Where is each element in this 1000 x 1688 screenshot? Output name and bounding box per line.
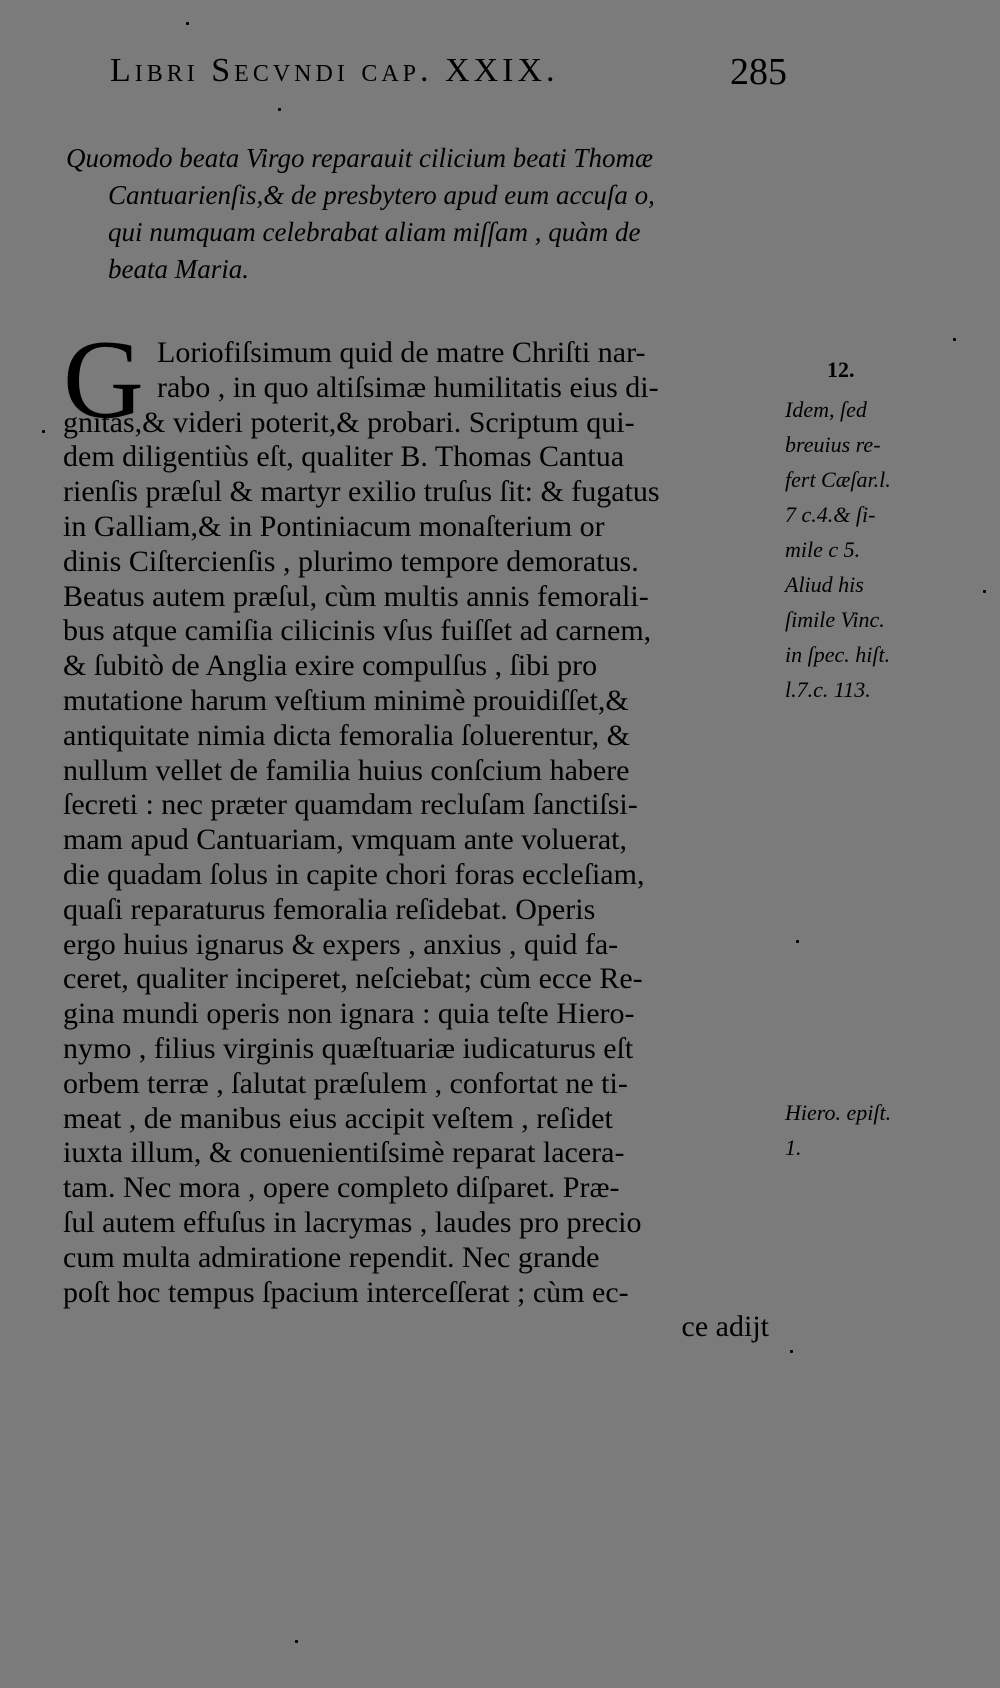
marginal-note-line: 7 c.4.& ſi- — [785, 502, 876, 527]
scan-speck — [796, 940, 799, 943]
body-line: antiquitate nimia dicta femoralia ſoluerentur, & — [63, 718, 630, 752]
body-line: dem diligentiùs eſt, qualiter B. Thomas Cantua — [63, 440, 625, 474]
body-line: ſecreti : nec præter quamdam recluſam ſanctiſsi- — [63, 788, 638, 822]
scan-speck — [983, 590, 986, 593]
marginal-note-line: fert Cæſar.l. — [785, 467, 891, 492]
body-line: cum multa admiratione rependit. Nec grande — [63, 1240, 600, 1274]
body-line: & ſubitò de Anglia exire compulſus , ſibi pro — [63, 649, 598, 683]
body-line: Beatus autem præſul, cùm multis annis femorali- — [63, 579, 649, 613]
body-line: meat , de manibus eius accipit veſtem , reſidet — [63, 1101, 613, 1135]
marginal-note-line: in ſpec. hiſt. — [785, 642, 891, 667]
body-line: mam apud Cantuariam, vmquam ante voluerat, — [63, 823, 627, 857]
body-line: iuxta illum, & conuenientiſsimè reparat lacera- — [63, 1136, 625, 1170]
body-line: die quadam ſolus in capite chori foras eccleſiam, — [63, 857, 645, 891]
chapter-heading — [66, 140, 796, 288]
marginal-note-line: l.7.c. 113. — [785, 677, 871, 702]
marginal-note-line: Aliud his — [785, 572, 864, 597]
chapter-heading-line: Quomodo beata Virgo reparauit cilicium beati Thomæ — [66, 143, 653, 173]
body-line: nullum vellet de familia huius conſcium habere — [63, 753, 630, 787]
body-line: ceret, qualiter inciperet, neſciebat; cùm ecce Re- — [63, 962, 643, 996]
body-line: poſt hoc tempus ſpacium interceſſerat ; cùm ec- — [63, 1275, 629, 1309]
body-line: Loriofiſsimum quid de matre Chriſti nar- — [157, 336, 646, 369]
body-line: in Galliam,& in Pontiniacum monaſterium or — [63, 509, 605, 543]
body-line: rienſis præſul & martyr exilio truſus ſit: & fugatus — [63, 475, 660, 509]
body-line: ſul autem effuſus in lacrymas , laudes pro precio — [63, 1205, 642, 1239]
running-title: Libri Secvndi cap. XXIX. — [110, 52, 559, 89]
body-line: gina mundi operis non ignara : quia teſte Hiero- — [63, 997, 635, 1031]
body-line: mutatione harum veſtium minimè prouidiſſet,& — [63, 683, 629, 717]
marginal-note — [785, 1095, 935, 1165]
body-line: gnitas,& videri poterit,& probari. Scriptum qui- — [63, 405, 635, 439]
body-line: dinis Ciſtercienſis , plurimo tempore demoratus. — [63, 544, 639, 578]
scan-speck — [42, 430, 45, 433]
marginal-note-line: Idem, ſed — [785, 397, 867, 422]
scan-speck — [295, 1640, 298, 1643]
scan-speck — [186, 22, 189, 25]
marginal-note-line: mile c 5. — [785, 537, 861, 562]
scan-speck — [953, 338, 956, 341]
marginal-note — [785, 392, 935, 707]
page-number: 285 — [730, 51, 787, 93]
chapter-heading-line: qui numquam celebrabat aliam miſſam , quàm de — [108, 217, 641, 247]
marginal-note-line: Hiero. epiſt. — [785, 1100, 892, 1125]
marginal-note-line: ſimile Vinc. — [785, 607, 885, 632]
body-line: tam. Nec mora , opere completo diſparet. Præ- — [63, 1171, 620, 1205]
marginal-note-line: breuius re- — [785, 432, 881, 457]
body-line: rabo , in quo altiſsimæ humilitatis eius di- — [157, 370, 659, 404]
marginal-note-number: 12. — [827, 357, 855, 382]
body-line: ergo huius ignarus & expers , anxius , quid fa- — [63, 927, 619, 961]
marginal-note-line: 1. — [785, 1135, 802, 1160]
chapter-heading-line: Cantuarienſis,& de presbytero apud eum accuſa o, — [108, 180, 655, 210]
body-text — [63, 336, 775, 1345]
body-line: orbem terræ , ſalutat præſulem , confortat ne ti- — [63, 1066, 628, 1100]
chapter-heading-line: beata Maria. — [108, 254, 249, 284]
body-line: ce adijt — [681, 1310, 769, 1344]
body-line: quaſi reparaturus femoralia reſidebat. Operis — [63, 892, 596, 926]
scan-speck — [278, 108, 281, 111]
body-line: bus atque camiſia cilicinis vſus fuiſſet ad carnem, — [63, 614, 652, 648]
scan-speck — [790, 1350, 793, 1353]
body-line: nymo , filius virginis quæſtuariæ iudicaturus eſt — [63, 1031, 634, 1065]
drop-cap: G — [63, 318, 144, 442]
